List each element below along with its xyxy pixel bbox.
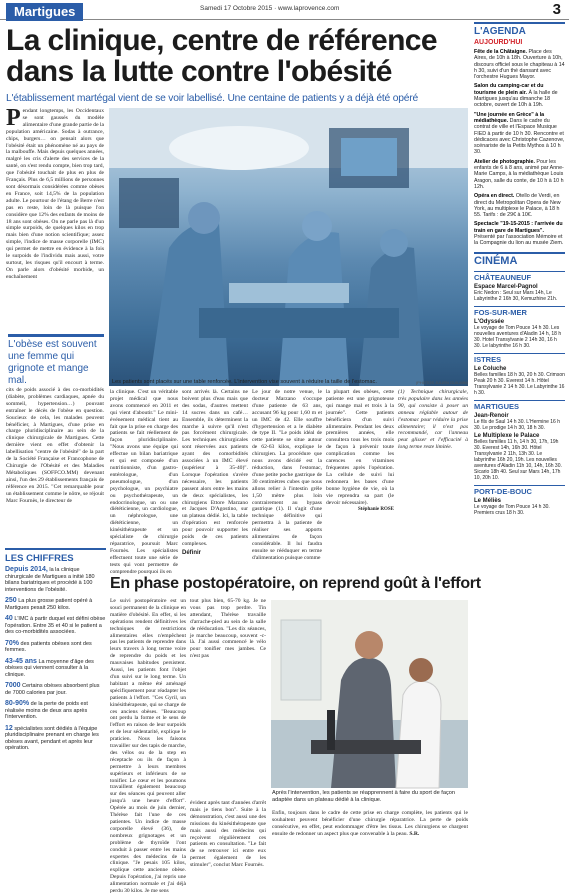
cinema-listing: Belles familles 18 h 30, 20 h 30. Crimson Peak 20 h 30. Everest 14 h. Hôtel Transylvanie 2 14 h 30. Le Labyrinthe 16 h 30. xyxy=(474,371,565,396)
second-article-col1-text: Le suivi postopératoire est un souci permanent de la clinique en matière d'obésité. En effet, si les opérations rendent définitives les techniques de restrictions alimentaires elles n'empêchent pas les patients de reprendre dans leurs travers à long terme voire de reprendre du poids et les mauvaises habitudes persistent. Aussi, les patients font l'objet d'un suivi sur le long terme. Un habitant a même été aménagé spécifiquement pour réadapter les patients à l'effort. "Ces Gyril, un kinésithérapeute, qui se charge de ces anciens obèses. "Beaucoup ont perdu la forme et le sens de l'effort en raison de leur surpoids et de leur sédentarité, explique le praticien. Nous les faisons travailler sur des tapis de marche, des vélos ou de la step en réceptacle ou ils de façon à permettre à leurs membres supérieurs et inférieurs de se tonifier. Le cœur et les poumons travaillent également beaucoup sur des séances qui peuvent aller jusqu'à une heure d'effort". Opérée au mois de juin dernier, Thérèse fait l'une de ces patientes. Un indice de masse corporelle élevé (36), de nombreux grignotages et un problème de thyroïde l'ont conduit à passer entre les mains expertes des médecins de la clinique. "Je pesais 105 kilos, explique cette ancienne obèse. Depuis l'opération, j'ai repris une alimentation normale et j'ai déjà perdu 30 kilos. Je me sens xyxy=(110,598,186,895)
article-column-1 xyxy=(6,105,104,332)
key-figure-value: Depuis 2014, xyxy=(5,566,48,573)
byline: Stéphanie ROSE xyxy=(358,507,394,513)
cinema-town: CHÂTEAUNEUF xyxy=(474,271,565,282)
second-article-headline: En phase postopératoire, on reprend goût à l'effort xyxy=(110,575,481,592)
agenda-item-title: Salon du camping-car et du tourisme de plein air. xyxy=(474,83,544,96)
agenda-title: L'AGENDA xyxy=(474,22,565,37)
sidebar xyxy=(474,22,565,858)
second-article-col3-text: Enfin, toujours dans le cadre de cette prise en charge complète, les patients qui le souhaitent peuvent bénéficier d'une chirurgie réparatrice. La perte de poids consécutive, en effet, peut endommager d'être les tissus. Les chirurgiens se chargent ensuite de redonner un aspect plus que convenable à la peau. xyxy=(272,810,468,837)
agenda-item xyxy=(474,193,565,218)
key-figure-value: 250 xyxy=(5,597,17,604)
agenda-item xyxy=(474,83,565,108)
key-figure-value: 7000 xyxy=(5,682,21,689)
agenda-subtitle: AUJOURD'HUI xyxy=(474,39,523,46)
second-article-column-1 xyxy=(110,598,186,895)
cinema-town: FOS-SUR-MER xyxy=(474,306,565,317)
key-figure-item xyxy=(5,683,106,696)
agenda-item-title: Fête de la Châtaigne. xyxy=(474,49,527,55)
article-column-3 xyxy=(182,389,248,571)
key-figure-item xyxy=(5,598,106,611)
agenda-item-text: À la halle de Martigues jusqu'au dimanche 18 octobre, ouvert de 10h à 19h. xyxy=(474,89,558,109)
pull-quote: L'obèse est souvent une femme qui grignote et mange mal. xyxy=(8,334,104,387)
key-figures-title: LES CHIFFRES xyxy=(5,553,74,564)
cinema-listing: Le voyage de Tom Pouce 14 h 30. Premiers crus 18 h 30. xyxy=(474,503,550,516)
key-figure-value: 80-90% xyxy=(5,700,30,707)
cinema-venue: Jean-Renoir xyxy=(474,412,509,419)
cinema-venue: Le Méliès xyxy=(474,497,502,504)
agenda-item xyxy=(474,112,565,156)
article-headline: La clinique, centre de référence dans la lutte contre l'obésité xyxy=(6,24,437,88)
drop-cap: P xyxy=(6,105,21,131)
cinema-listing: Le voyage de Tom Pouce 14 h 30. Les nouvelles aventures d'Aladin 14 h, 18 h 30. Hotel Transylvanie 2 14h 30, 16 h 30. Le labyrinthe 16 h 30. xyxy=(474,324,562,349)
footnote-text: (1) Technique chirurgicale, très populaire dans les années 90, qui consiste à poser un anneau réglable autour de l'estomac pour réduire la prise alimentaire; il n'est pas recommandé, car l'anneau peut glisser et l'efficacité à long terme reste limitée. xyxy=(398,389,468,451)
article-intro-text: endant longtemps, les Occidentaux se sont gaussés du modèle alimentaire d'une grande partie de la population américaine. Sodas à outrance, chips, burgers… on pensait alors que l'obésité était un phénomène né au pays de la malbouffe. Mais depuis quelques années, malgré les cris d'alerte des services de la santé, on s'est rendu compte, bien trop tard, que l'obésité touchait de plus en plus de Français. Plus de 6,5 millions de personnes sont désormais considérées comme obèses en France, soit 14,5% de la population adulte. Le pourtour de l'étang de Berre n'est pas en reste, loin de là puisque l'on considère que 12% des enfants de moins de 18 ans sont obèses. On ne parle pas là d'un simple surpoids, de quelques kilos en trop mais bien d'une notion scientifique; assez simple, l'indice de masse corporelle (IMC) qui permet de mettre en évidence à la fois le surpoids de l'individu mais aussi, votre surtout, les risques qu'il encourt à terme. On parle alors d'obésité morbide, un enchaînement xyxy=(6,108,104,280)
key-figure-item xyxy=(5,616,106,636)
article-column-1-continued xyxy=(6,387,104,543)
article-col1-text: cits de poids associé à des co-morbidités (diabète, problèmes cardiaques, apnée du sommeil, hypertension…) pouvant entraîner le décès de l'obèse en question. Soucieux de cela, les malades peuvent bénéficier, à Martigues, d'une prise en charge pluridisciplinaire au sein de la clinique chirurgicale de Martigues. Cette dernière vient en effet d'obtenir la labellisation "centre de l'obésité" de la part de la Société Française et Francophone de Chirurgie de l'Obésité et des Maladies Métaboliques (SOFFCO.MM) devenant ainsi, l'un des 29 établissements français de référence en 2015. "Cet remarquable pour un établissement comme le nôtre, se réjouit Marc Fournès, le directeur de xyxy=(6,387,104,504)
second-article-col2b-text: évident après tant d'années d'arrêt mais je tiens bon". Suite à la démonstration, c'est aussi une des missions du kinésithérapeute que mais aussi des médecins qui reçoivent régulièrement ces patients en consultation. "Le fait de se retrouver ici entre eux permet également de les stimuler", conclut Marc Fournès. xyxy=(190,800,266,869)
agenda-item-text: Pour les enfants de 6 à 8 ans, animé par Anne-Marie Camps, à la médiathèque Louis Aragon, salle du conte, de 10 h à 10 h 12h. xyxy=(474,158,564,190)
photo-credit: (PHOTOS JULIEN GUILMIN) xyxy=(415,380,468,385)
key-figure-text: La plus grosse patient opéré à Martigues pesait 250 kilos. xyxy=(5,598,93,611)
operating-room-photo xyxy=(109,108,468,386)
key-figure-item xyxy=(5,726,106,752)
key-figure-text: Certains obèses absorbent plus de 7000 calories par jour. xyxy=(5,683,100,696)
key-figure-value: 43-45 ans xyxy=(5,657,37,665)
key-figure-item xyxy=(5,659,106,679)
article-column-4 xyxy=(252,389,322,571)
key-figure-text: des patients obèses sont des femmes. xyxy=(5,640,92,653)
second-article-column-3 xyxy=(272,810,468,856)
key-figure-text: La moyenne d'âge des obèses qui viennent consulter à la clinique. xyxy=(5,658,94,678)
cinema-venue: L'Odyssée xyxy=(474,318,505,325)
agenda-item-title: Opéra en direct. xyxy=(474,193,515,200)
rehab-photo-caption: Après l'intervention, les patients se réapprennent à faire du sport de façon adaptée dans un plateau dédié à la clinique. xyxy=(272,790,455,803)
cinema-title: CINÉMA xyxy=(474,252,565,267)
subhead-definir: Définir xyxy=(182,549,202,556)
cinema-town: MARTIGUES xyxy=(474,400,565,411)
operating-room-illustration xyxy=(109,108,468,386)
agenda-item xyxy=(474,49,565,80)
dateline: Samedi 17 Octobre 2015 · www.laprovence.com xyxy=(200,5,340,12)
key-figure-text: spécialistes sont dédiés à l'équipe pluridisciplinaire prenant en charge les obèses avant, pendant et après leur opération. xyxy=(5,725,99,751)
photo-caption: Les patients sont placés sur une table renforcée. L'intervention vise souvent à réduire la taille de l'estomac. xyxy=(112,379,377,385)
key-figure-value: 70% xyxy=(5,639,20,647)
page-header xyxy=(0,0,569,20)
cinema-venue: Espace Marcel-Pagnol xyxy=(474,283,538,290)
footnote xyxy=(398,389,468,571)
cinema-venue: Le Multiplexe le Palace xyxy=(474,432,540,439)
rehab-photo xyxy=(271,600,468,788)
key-figure-text: de la perte de poids est réalisée moins de deux ans après l'intervention. xyxy=(5,701,88,720)
agenda-item-text: Présenté par l'association Mémoire et la Compagnie du lion au musée Ziem. xyxy=(474,234,564,247)
cinema-listing: Eric Nedon : Seul sur Mars 14h, Le Labyrinthe 2 16h 30, Kemuzhine 21h. xyxy=(474,289,558,302)
cinema-town: PORT-DE-BOUC xyxy=(474,485,565,496)
key-figures-box xyxy=(5,548,106,856)
cinema-venue: Le Coluche xyxy=(474,365,507,372)
key-figure-item xyxy=(5,641,106,654)
key-figure-text: L'IMC à partir duquel est défini obèse l'opération. Entre 35 et 40 si le patient a des co-morbidités associées. xyxy=(5,616,106,635)
article-col3-text: sont arrivés là. Certains ne boivent plus d'eau mais que des sodas, d'autres mettent 14 sucres dans un café… Ensemble, ils déterminent la marche à suivre qu'il n'est pas forcément chirurgicale. Les techniques chirurgicales sont réservées aux patients ayant des comorbidités associées à un IMC élevé (supérieur à 35-40)". Lorsque l'opération s'avère nécessaire, les patients passent alors entre les mains de deux spécialistes, les chirurgiens Ettore Marzano et Jacques D'Agostino, sur un plateau dédié. Ici, la table d'opération est renforcée pour pouvoir supporter les poids de ces patients complexes. xyxy=(182,389,248,547)
section-label: Martigues xyxy=(6,3,83,21)
key-figure-item xyxy=(5,701,106,721)
key-figure-value: 12 xyxy=(5,724,13,732)
second-article-col2-text: tout plus bien, 65-70 kg. Je ne vous pas trop perdre. Tin attendant, Thérèse travaille d'arrache-pied au sein de la salle de rééducation. "Les dix séances, je marche beaucoup, souvent -c-là. J'ai aussi commencé le vélo pour tonifier mes jambes. Ce n'est pas xyxy=(190,598,266,660)
agenda-item xyxy=(474,159,565,190)
key-figure-value: 40 xyxy=(5,615,13,622)
cinema-listing: Le fils de Saul 14 h 30. L'Hermine 16 h 30. Le prodige 14 h 30, 18 h 30. xyxy=(474,418,561,431)
key-figure-item xyxy=(5,567,106,593)
rehab-illustration xyxy=(271,600,468,788)
article-col4-text: Le jour de notre venue, le docteur Marzano s'occupe d'une patiente de 63 ans, accusant 96 kg pour 1,60 m et un IMC de 42. Elle souffre d'hypertension et a le diabète de type II. "Le poids idéal de cette patiente se situe autour de 62-63 kilos, explique le chirurgien. La procédure que nous avons décidé est la réduction, dans l'estomac, d'une petite poche gastrique de 30 centimètres cubes que nous allons relier à l'intestin grêle 1,50 mètre plus loin contrairement au bypass gastrique (1). Il s'agit d'une technique définitive qui permettra à la patiente de réaliser ses apports alimentaires de façon considérable. Il lui faudra ensuite se rééduquer en terme d'alimentation puisque comme xyxy=(252,389,322,561)
article-deck: L'établissement martégal vient de se voir labellisé. Une centaine de patients y a déjà été opéré xyxy=(6,93,419,104)
second-article-column-2b xyxy=(190,800,266,869)
cinema-listing: Belles familles 11 h, 14 h 30, 17h, 19h 30. Everest 14h, 16h 30. Hôtel Transylvanie 2 11h, 13h 30. Le labyrinthe 16h 20, 19h. Les nouvelles aventures d'Aladin 11h 10, 14h, 16h 30. Sicario 18h 40. Seul sur Mars 14h, 17h 10, 20h 10. xyxy=(474,438,562,481)
agenda-item-text: Otello de Verdi, en direct du Metropolitan Opera de New York, au multiplexe le Palace, à 18 h 55. Tarifs : de 29€ à 10€. xyxy=(474,193,561,219)
article-column-5 xyxy=(326,389,394,571)
agenda-item-text: Dans le cadre du contrat de ville et l'Espace Musique FIED à partir de 10 h 30. Rencontre et dédicaces avec Christophe Cazenove, scénariste de la Petits Mythos à 10 h 30. xyxy=(474,117,565,156)
second-article-signature: S.R. xyxy=(409,830,420,837)
agenda-item-title: Spectacle "19-15-2015 : l'arrivée du train en gare de Martigues". xyxy=(474,221,563,234)
key-figure-text: la la clinique chirurgicale de Martigues a initié 180 bilans bariatriques et procédé à 100 interventions de l'obésité. xyxy=(5,567,95,593)
agenda-item-text: Place des Aires, de 10h à 18h. Ouverture à 10h, discours officiel sous le chapiteau à 14 h 30, suivi d'un thé dansant avec l'orchestre Hugues Mayor. xyxy=(474,49,565,81)
page-number: 3 xyxy=(552,1,561,18)
cinema-town: ISTRES xyxy=(474,353,565,364)
article-col5-text: la plupart des obèses, cette patiente est une grignoteuse qui mange mal et trois à la journée". Cette patients bénéficiera d'un suivi alimentaire. Pendant les deux premières années, elle consultera tous les trois mois de façon à prévenir toute complication comme les carences en vitamines fréquentes après l'opération. La cellule de suivi lui redonnera les bases d'une bonne hygiène de vie, où la vie reprendra sa part (le devoir nécessaire). xyxy=(326,389,394,506)
agenda-item-title: "Une journée en Grèce" à la médiathèque. xyxy=(474,111,545,124)
article-col2-text: la clinique. C'est un véritable projet médical que nous avons commencé en 2011 et qui vient d'aboutir." Le mini-événement médical tient au fait que la prise en charge des patients se fait réellement de façon pluridisciplinaire. "Nous avons une équipe qui effectue un bilan bariatrique et qui est composée d'un nutritionniste, d'un gastro-entérologue, d'un pneumologue, d'un psychologue, un psychiatre ou psychothérapeute, un endocrinologue, un ou une diététicienne, un cardiologue, un néphrologue, une diététicienne, un kinésithérapeute et un spécialiste de chirurgie réparatrice, poursuit Marc Fournès. Les spécialistes effectuent toute une série de tests qui vont permettre de comprendre pourquoi ils en xyxy=(110,389,178,575)
agenda-item-title: Atelier de photographie. xyxy=(474,158,535,165)
agenda-item xyxy=(474,221,565,246)
article-column-2 xyxy=(110,389,178,575)
